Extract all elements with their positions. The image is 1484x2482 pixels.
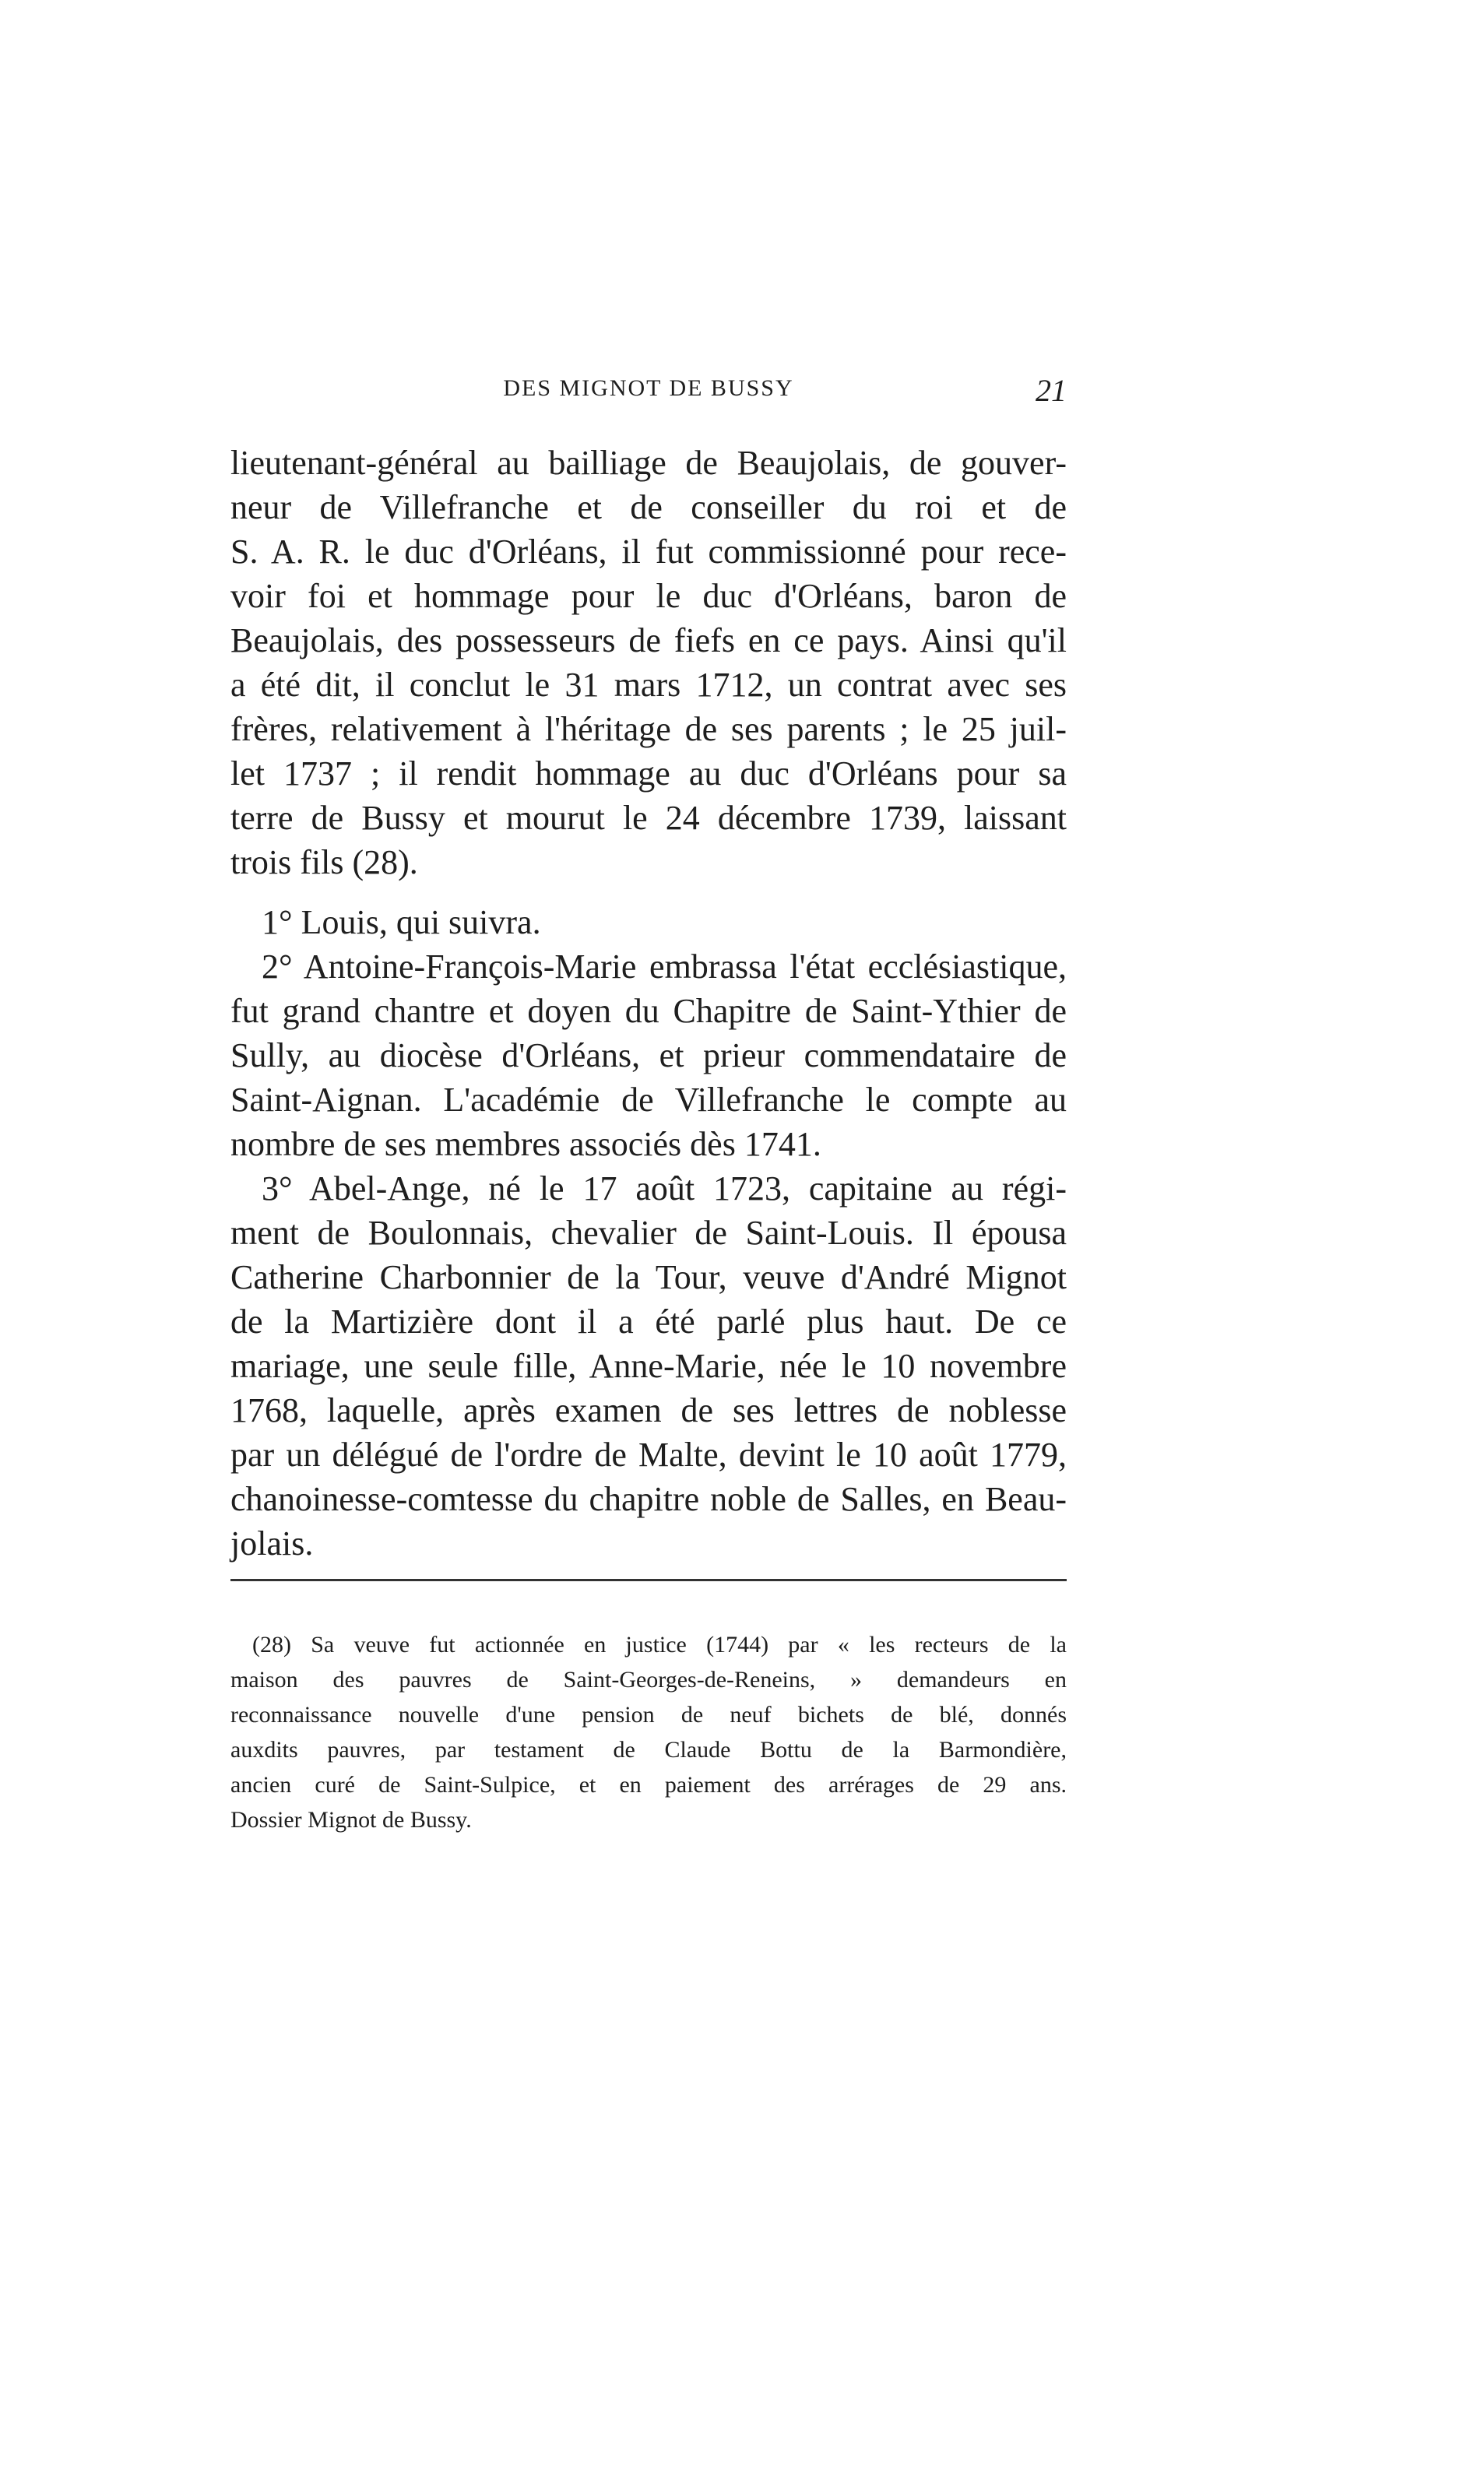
text-line: par un délégué de l'ordre de Malte, devint le 10 août 1779, [230,1436,1067,1474]
paragraph-continuation [230,441,1067,884]
page-number: 21 [1036,373,1067,408]
text-line: frères, relativement à l'héritage de ses parents ; le 25 juil- [230,710,1067,748]
text-line: trois fils (28). [230,843,418,881]
text-line: 2° Antoine-François-Marie embrassa l'état ecclésiastique, [262,947,1067,986]
footnote-line: ancien curé de Saint-Sulpice, et en paiement des arrérages de 29 ans. [230,1772,1067,1798]
text-line: a été dit, il conclut le 31 mars 1712, un contrat avec ses [230,666,1067,704]
text-line: Catherine Charbonnier de la Tour, veuve d'André Mignot [230,1258,1067,1296]
text-line: nombre de ses membres associés dès 1741. [230,1125,821,1163]
footnote-line: maison des pauvres de Saint-Georges-de-Reneins, » demandeurs en [230,1667,1067,1693]
text-line: let 1737 ; il rendit hommage au duc d'Orléans pour sa [230,754,1067,793]
text-line: 1° Louis, qui suivra. [262,903,541,941]
paragraph-item-1 [230,900,1067,944]
footnote-line: auxdits pauvres, par testament de Claude Bottu de la Barmondière, [230,1737,1067,1763]
paragraph-item-3 [230,1166,1067,1566]
text-line: 3° Abel-Ange, né le 17 août 1723, capitaine au régi- [262,1169,1067,1208]
text-line: chanoinesse-comtesse du chapitre noble de Salles, en Beau- [230,1480,1067,1518]
text-line: jolais. [230,1524,314,1563]
text-line: 1768, laquelle, après examen de ses lettres de noblesse [230,1391,1067,1429]
footnote-line: (28) Sa veuve fut actionnée en justice (1744) par « les recteurs de la [252,1632,1067,1658]
footnote-divider [230,1579,1067,1581]
text-line: fut grand chantre et doyen du Chapitre de Saint-Ythier de [230,992,1067,1030]
text-line: terre de Bussy et mourut le 24 décembre 1739, laissant [230,799,1067,837]
paragraph-item-2 [230,944,1067,1166]
running-title: DES MIGNOT DE BUSSY [503,375,794,401]
running-head [230,375,1067,422]
text-line: ment de Boulonnais, chevalier de Saint-Louis. Il épousa [230,1214,1067,1252]
footnote [230,1627,1067,1837]
text-line: Saint-Aignan. L'académie de Villefranche le compte au [230,1081,1067,1119]
text-line: neur de Villefranche et de conseiller du roi et de [230,488,1067,526]
body-text [230,441,1067,1566]
text-line: voir foi et hommage pour le duc d'Orléans, baron de [230,577,1067,615]
text-line: lieutenant-général au bailliage de Beaujolais, de gouver- [230,444,1067,482]
text-line: mariage, une seule fille, Anne-Marie, née le 10 novembre [230,1347,1067,1385]
text-line: Sully, au diocèse d'Orléans, et prieur commendataire de [230,1036,1067,1074]
text-line: Beaujolais, des possesseurs de fiefs en ce pays. Ainsi qu'il [230,621,1067,659]
footnote-line: reconnaissance nouvelle d'une pension de neuf bichets de blé, donnés [230,1702,1067,1728]
paragraph-spacer [230,884,1067,900]
footnote-line: Dossier Mignot de Bussy. [230,1807,472,1833]
text-line: S. A. R. le duc d'Orléans, il fut commissionné pour rece- [230,533,1067,571]
text-line: de la Martizière dont il a été parlé plus haut. De ce [230,1303,1067,1341]
